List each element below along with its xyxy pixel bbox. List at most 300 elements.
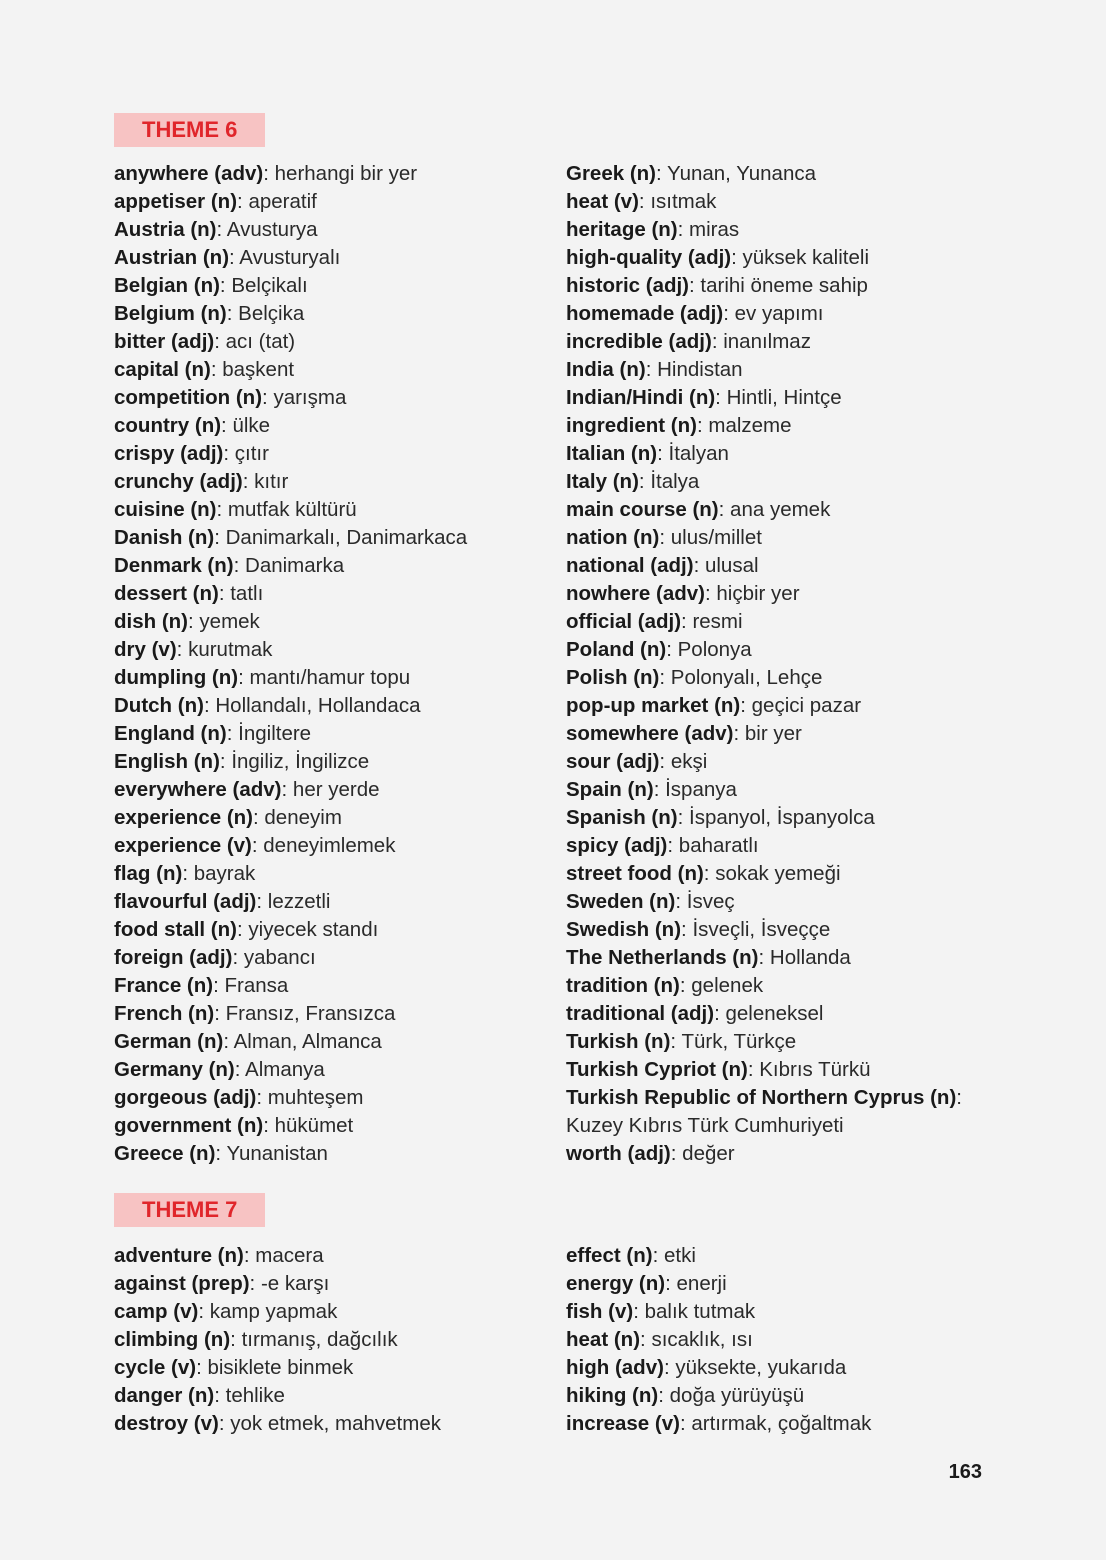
vocab-term: ingredient (n)	[566, 414, 697, 437]
vocab-entry	[566, 580, 996, 608]
vocab-entry	[566, 356, 996, 384]
term-separator: :	[718, 498, 731, 521]
term-separator: :	[214, 330, 226, 353]
term-separator: :	[681, 610, 693, 633]
vocab-meaning: mutfak kültürü	[227, 498, 357, 521]
term-separator: :	[723, 302, 735, 325]
vocab-entry	[114, 580, 554, 608]
vocab-entry	[566, 972, 996, 1000]
vocab-term: Spain (n)	[566, 778, 654, 801]
term-separator: :	[234, 1058, 246, 1081]
vocab-entry	[566, 664, 996, 692]
vocab-term: Turkish Cypriot (n)	[566, 1058, 748, 1081]
vocab-meaning: Hollanda	[769, 946, 851, 969]
vocab-entry	[566, 1354, 996, 1382]
vocab-term: dish (n)	[114, 610, 189, 633]
theme-7-right-column	[566, 1242, 996, 1438]
vocab-term: against (prep)	[114, 1272, 250, 1295]
term-separator: :	[656, 162, 668, 185]
vocab-term: increase (v)	[566, 1412, 680, 1435]
vocab-meaning: Danimarkalı, Danimarkaca	[225, 526, 468, 549]
term-separator: :	[659, 526, 671, 549]
term-separator: :	[711, 330, 724, 353]
term-separator: :	[670, 1030, 682, 1053]
vocab-meaning: İsveç	[686, 890, 735, 913]
vocab-entry	[114, 384, 554, 412]
vocab-term: fish (v)	[566, 1300, 634, 1323]
term-separator: :	[715, 386, 727, 409]
vocab-entry	[114, 524, 554, 552]
term-separator: :	[198, 1300, 210, 1323]
vocab-entry	[566, 552, 996, 580]
term-separator: :	[218, 582, 231, 605]
vocab-term: France (n)	[114, 974, 214, 997]
vocab-meaning: hiçbir yer	[716, 582, 800, 605]
vocab-meaning: Polonya	[677, 638, 752, 661]
vocab-meaning: artırmak, çoğaltmak	[691, 1412, 872, 1435]
vocab-meaning: Türk, Türkçe	[681, 1030, 797, 1053]
vocab-meaning: lezzetli	[267, 890, 331, 913]
vocab-meaning: İtalya	[650, 470, 700, 493]
term-separator: :	[638, 470, 651, 493]
vocab-meaning: geçici pazar	[751, 694, 862, 717]
vocab-meaning: Polonyalı, Lehçe	[670, 666, 823, 689]
term-separator: :	[196, 1356, 208, 1379]
vocab-meaning: Yunan, Yunanca	[667, 162, 816, 185]
term-separator: :	[232, 946, 244, 969]
vocab-entry	[114, 1000, 554, 1028]
vocab-term: adventure (n)	[114, 1244, 244, 1267]
vocab-term: Italy (n)	[566, 470, 639, 493]
vocab-meaning: sıcaklık, ısı	[651, 1328, 753, 1351]
term-separator: :	[677, 218, 690, 241]
vocab-entry	[114, 888, 554, 916]
vocab-entry	[566, 1000, 996, 1028]
vocab-entry	[114, 664, 554, 692]
vocab-term: energy (n)	[566, 1272, 666, 1295]
vocab-meaning: Belçika	[238, 302, 305, 325]
vocab-term: dumpling (n)	[114, 666, 239, 689]
term-separator: :	[176, 638, 189, 661]
vocab-term: capital (n)	[114, 358, 211, 381]
vocab-term: camp (v)	[114, 1300, 199, 1323]
vocab-term: Sweden (n)	[566, 890, 676, 913]
vocab-meaning: ısıtmak	[650, 190, 717, 213]
term-separator: :	[214, 526, 226, 549]
term-separator: :	[670, 1142, 683, 1165]
vocab-term: competition (n)	[114, 386, 263, 409]
vocab-term: flag (n)	[114, 862, 183, 885]
vocab-term: Greek (n)	[566, 162, 656, 185]
vocab-term: Italian (n)	[566, 442, 658, 465]
vocab-entry	[566, 496, 996, 524]
vocab-meaning: yüksek kaliteli	[742, 246, 869, 269]
term-separator: :	[659, 750, 671, 773]
vocab-term: heat (v)	[566, 190, 639, 213]
vocab-entry	[566, 1242, 996, 1270]
term-separator: :	[677, 806, 690, 829]
vocab-term: Danish (n)	[114, 526, 215, 549]
term-separator: :	[633, 1300, 645, 1323]
vocab-meaning: geleneksel	[725, 1002, 824, 1025]
vocab-entry	[114, 328, 554, 356]
vocab-term: anywhere (adv)	[114, 162, 264, 185]
vocab-entry	[114, 1382, 554, 1410]
vocab-entry	[566, 832, 996, 860]
vocab-meaning: mantı/hamur topu	[249, 666, 411, 689]
vocab-meaning: tırmanış, dağcılık	[241, 1328, 398, 1351]
term-separator: :	[203, 694, 216, 717]
vocab-meaning: Danimarka	[245, 554, 345, 577]
vocab-meaning: bayrak	[193, 862, 256, 885]
vocab-meaning: yok etmek, mahvetmek	[230, 1412, 441, 1435]
vocab-meaning: inanılmaz	[723, 330, 811, 353]
vocab-term: The Netherlands (n)	[566, 946, 759, 969]
vocab-term: bitter (adj)	[114, 330, 215, 353]
vocab-term: Denmark (n)	[114, 554, 234, 577]
vocab-entry	[114, 188, 554, 216]
vocab-term: crunchy (adj)	[114, 470, 243, 493]
vocab-term: Indian/Hindi (n)	[566, 386, 716, 409]
vocab-meaning: Fransa	[224, 974, 289, 997]
vocab-entry	[114, 244, 554, 272]
vocab-meaning: yabancı	[243, 946, 316, 969]
vocab-entry	[566, 1410, 996, 1438]
vocab-meaning: çıtır	[234, 442, 269, 465]
vocab-term: German (n)	[114, 1030, 224, 1053]
vocab-meaning: Hollandalı, Hollandaca	[215, 694, 421, 717]
term-separator: :	[747, 1058, 760, 1081]
vocab-meaning: doğa yürüyüşü	[669, 1384, 805, 1407]
vocab-term: Austria (n)	[114, 218, 217, 241]
vocab-meaning: bisiklete binmek	[207, 1356, 354, 1379]
term-separator: :	[213, 974, 225, 997]
term-separator: :	[251, 834, 264, 857]
vocab-entry	[566, 1326, 996, 1354]
vocab-term: historic (adj)	[566, 274, 690, 297]
vocab-term: cycle (v)	[114, 1356, 197, 1379]
term-separator: :	[226, 722, 239, 745]
vocab-entry	[114, 1028, 554, 1056]
term-separator: :	[689, 274, 701, 297]
vocab-term: dessert (n)	[114, 582, 219, 605]
term-separator: :	[215, 1142, 227, 1165]
term-separator: :	[658, 1384, 670, 1407]
vocab-term: somewhere (adv)	[566, 722, 734, 745]
vocab-term: Spanish (n)	[566, 806, 678, 829]
vocab-term: tradition (n)	[566, 974, 680, 997]
vocab-entry	[114, 1354, 554, 1382]
vocab-entry	[566, 1298, 996, 1326]
term-separator: :	[214, 1002, 226, 1025]
vocab-term: national (adj)	[566, 554, 694, 577]
vocab-entry	[566, 524, 996, 552]
vocab-meaning: sokak yemeği	[715, 862, 841, 885]
term-separator: :	[667, 834, 679, 857]
vocab-entry	[114, 552, 554, 580]
vocab-meaning: İngiliz, İngilizce	[231, 750, 370, 773]
vocab-term: experience (n)	[114, 806, 253, 829]
vocab-term: heritage (n)	[566, 218, 678, 241]
vocab-meaning: baharatlı	[678, 834, 759, 857]
term-separator: :	[221, 414, 233, 437]
term-separator: :	[249, 1272, 261, 1295]
vocab-meaning: etki	[663, 1244, 696, 1267]
term-separator: :	[693, 554, 705, 577]
term-separator: :	[640, 1328, 652, 1351]
term-separator: :	[263, 1114, 275, 1137]
vocab-meaning: Belçikalı	[231, 274, 308, 297]
term-separator: :	[281, 778, 293, 801]
vocab-entry	[566, 300, 996, 328]
vocab-entry	[114, 720, 554, 748]
vocab-entry	[566, 272, 996, 300]
term-separator: :	[731, 246, 743, 269]
vocab-entry	[114, 944, 554, 972]
term-separator: :	[653, 778, 666, 801]
vocab-meaning: İsveçli, İsveççe	[692, 918, 831, 941]
vocab-term: dry (v)	[114, 638, 177, 661]
term-separator: :	[704, 582, 717, 605]
term-separator: :	[243, 1244, 256, 1267]
term-separator: :	[714, 1002, 726, 1025]
vocab-term: Belgium (n)	[114, 302, 227, 325]
vocab-entry	[566, 608, 996, 636]
vocab-entry	[114, 412, 554, 440]
vocab-term: incredible (adj)	[566, 330, 712, 353]
vocab-entry	[114, 1326, 554, 1354]
vocab-meaning: İtalyan	[668, 442, 729, 465]
vocab-entry	[566, 776, 996, 804]
vocab-term: country (n)	[114, 414, 222, 437]
term-separator: :	[758, 946, 770, 969]
vocab-meaning: kıtır	[254, 470, 289, 493]
term-separator: :	[666, 638, 678, 661]
vocab-meaning: kurutmak	[188, 638, 273, 661]
vocab-term: effect (n)	[566, 1244, 653, 1267]
term-separator: :	[223, 1030, 234, 1053]
vocab-term: Austrian (n)	[114, 246, 230, 269]
term-separator: :	[703, 862, 716, 885]
term-separator: :	[733, 722, 745, 745]
vocab-term: everywhere (adv)	[114, 778, 282, 801]
vocab-entry	[566, 160, 996, 188]
term-separator: :	[216, 218, 227, 241]
vocab-meaning: muhteşem	[267, 1086, 364, 1109]
vocab-term: heat (n)	[566, 1328, 641, 1351]
vocab-entry	[114, 1140, 554, 1168]
vocab-term: worth (adj)	[566, 1142, 671, 1165]
vocab-entry	[114, 748, 554, 776]
vocab-term: official (adj)	[566, 610, 682, 633]
vocab-meaning: Yunanistan	[226, 1142, 328, 1165]
vocab-term: traditional (adj)	[566, 1002, 715, 1025]
term-separator: :	[956, 1086, 962, 1109]
vocab-entry	[566, 720, 996, 748]
vocab-term: nowhere (adv)	[566, 582, 705, 605]
vocab-meaning: her yerde	[292, 778, 380, 801]
vocab-entry	[566, 412, 996, 440]
term-separator: :	[214, 1384, 226, 1407]
vocab-term: flavourful (adj)	[114, 890, 257, 913]
vocab-meaning: Hintli, Hintçe	[726, 386, 842, 409]
vocab-term: high (adv)	[566, 1356, 664, 1379]
vocab-meaning: Avusturyalı	[239, 246, 341, 269]
term-separator: :	[216, 498, 228, 521]
vocab-term: danger (n)	[114, 1384, 215, 1407]
vocab-meaning: aperatif	[248, 190, 317, 213]
vocab-meaning: macera	[255, 1244, 324, 1267]
term-separator: :	[223, 442, 235, 465]
vocab-meaning: enerji	[676, 1272, 727, 1295]
term-separator: :	[262, 386, 274, 409]
vocab-term: nation (n)	[566, 526, 660, 549]
vocab-meaning: yemek	[199, 610, 260, 633]
vocab-entry	[566, 1382, 996, 1410]
vocab-entry	[114, 804, 554, 832]
vocab-term: appetiser (n)	[114, 190, 238, 213]
vocab-term: Swedish (n)	[566, 918, 682, 941]
vocab-meaning: İngiltere	[238, 722, 312, 745]
vocab-entry	[566, 1056, 996, 1084]
vocab-meaning: hükümet	[274, 1114, 354, 1137]
vocab-entry	[566, 888, 996, 916]
vocab-entry	[114, 496, 554, 524]
vocab-meaning: malzeme	[708, 414, 792, 437]
vocab-term: main course (n)	[566, 498, 719, 521]
term-separator: :	[253, 806, 265, 829]
vocab-meaning: -e karşı	[260, 1272, 330, 1295]
vocab-meaning: Kıbrıs Türkü	[759, 1058, 871, 1081]
vocab-term: homemade (adj)	[566, 302, 724, 325]
vocab-entry	[114, 440, 554, 468]
vocab-entry	[566, 636, 996, 664]
vocab-term: spicy (adj)	[566, 834, 668, 857]
vocab-term: hiking (n)	[566, 1384, 659, 1407]
vocab-entry	[114, 860, 554, 888]
term-separator: :	[679, 974, 692, 997]
vocab-entry	[114, 916, 554, 944]
vocab-meaning: bir yer	[744, 722, 802, 745]
vocab-meaning: ülke	[232, 414, 271, 437]
term-separator: :	[256, 1086, 268, 1109]
term-separator: :	[238, 666, 250, 689]
term-separator: :	[263, 162, 275, 185]
theme-6-heading: THEME 6	[114, 113, 265, 147]
vocab-entry	[566, 1028, 996, 1056]
vocab-meaning: resmi	[692, 610, 743, 633]
vocab-term: high-quality (adj)	[566, 246, 732, 269]
vocab-meaning: ev yapımı	[734, 302, 824, 325]
vocab-entry	[114, 972, 554, 1000]
vocab-term: destroy (v)	[114, 1412, 219, 1435]
vocab-meaning: Alman, Almanca	[233, 1030, 382, 1053]
term-separator: :	[219, 750, 232, 773]
vocab-meaning: yarışma	[273, 386, 347, 409]
vocab-meaning: değer	[682, 1142, 735, 1165]
vocab-term: England (n)	[114, 722, 227, 745]
vocab-entry	[566, 748, 996, 776]
term-separator: :	[675, 890, 687, 913]
term-separator: :	[659, 666, 671, 689]
vocab-meaning: herhangi bir yer	[274, 162, 418, 185]
term-separator: :	[229, 246, 240, 269]
vocab-entry	[566, 1140, 996, 1168]
vocab-term: sour (adj)	[566, 750, 660, 773]
term-separator: :	[230, 1328, 242, 1351]
vocab-entry	[114, 272, 554, 300]
vocab-term: Belgian (n)	[114, 274, 220, 297]
term-separator: :	[242, 470, 255, 493]
term-separator: :	[233, 554, 246, 577]
vocab-term: Poland (n)	[566, 638, 667, 661]
vocab-meaning: acı (tat)	[225, 330, 296, 353]
vocab-entry	[566, 692, 996, 720]
term-separator: :	[657, 442, 669, 465]
vocab-entry	[114, 1056, 554, 1084]
vocab-term: English (n)	[114, 750, 220, 773]
theme-7-left-column	[114, 1242, 554, 1438]
vocab-term: cuisine (n)	[114, 498, 217, 521]
vocab-term: India (n)	[566, 358, 646, 381]
term-separator: :	[740, 694, 752, 717]
vocab-entry	[566, 384, 996, 412]
vocab-entry	[566, 216, 996, 244]
vocab-meaning: ulus/millet	[670, 526, 762, 549]
vocab-entry	[114, 1270, 554, 1298]
theme-6-left-column	[114, 160, 554, 1168]
term-separator: :	[679, 1412, 692, 1435]
vocab-meaning: Avusturya	[226, 218, 318, 241]
vocab-meaning: balık tutmak	[644, 1300, 756, 1323]
term-separator: :	[256, 890, 268, 913]
vocab-meaning: kamp yapmak	[209, 1300, 338, 1323]
vocab-meaning: Almanya	[245, 1058, 325, 1081]
vocab-entry	[114, 160, 554, 188]
vocab-entry	[114, 1410, 554, 1438]
term-separator: :	[696, 414, 709, 437]
vocab-meaning: Fransız, Fransızca	[225, 1002, 396, 1025]
vocab-entry	[114, 692, 554, 720]
vocab-entry	[114, 468, 554, 496]
vocab-term: climbing (n)	[114, 1328, 231, 1351]
vocab-entry	[114, 1298, 554, 1326]
vocab-term: experience (v)	[114, 834, 252, 857]
vocab-term: Germany (n)	[114, 1058, 235, 1081]
vocab-entry	[114, 832, 554, 860]
vocab-entry	[566, 440, 996, 468]
vocab-meaning: Kuzey Kıbrıs Türk Cumhuriyeti	[566, 1114, 844, 1137]
vocab-entry	[566, 804, 996, 832]
vocab-meaning: ana yemek	[730, 498, 831, 521]
term-separator: :	[237, 190, 249, 213]
vocab-meaning: tarihi öneme sahip	[700, 274, 868, 297]
vocab-entry	[566, 328, 996, 356]
vocab-meaning: miras	[689, 218, 740, 241]
theme-6-right-column	[566, 160, 996, 1168]
vocab-term: Polish (n)	[566, 666, 660, 689]
term-separator: :	[219, 274, 232, 297]
term-separator: :	[638, 190, 651, 213]
page-number: 163	[948, 1461, 982, 1483]
vocab-meaning: Hindistan	[657, 358, 743, 381]
vocab-entry	[114, 300, 554, 328]
vocab-term: government (n)	[114, 1114, 264, 1137]
vocab-term: pop-up market (n)	[566, 694, 741, 717]
term-separator: :	[652, 1244, 664, 1267]
term-separator: :	[663, 1356, 676, 1379]
vocab-meaning: gelenek	[691, 974, 764, 997]
